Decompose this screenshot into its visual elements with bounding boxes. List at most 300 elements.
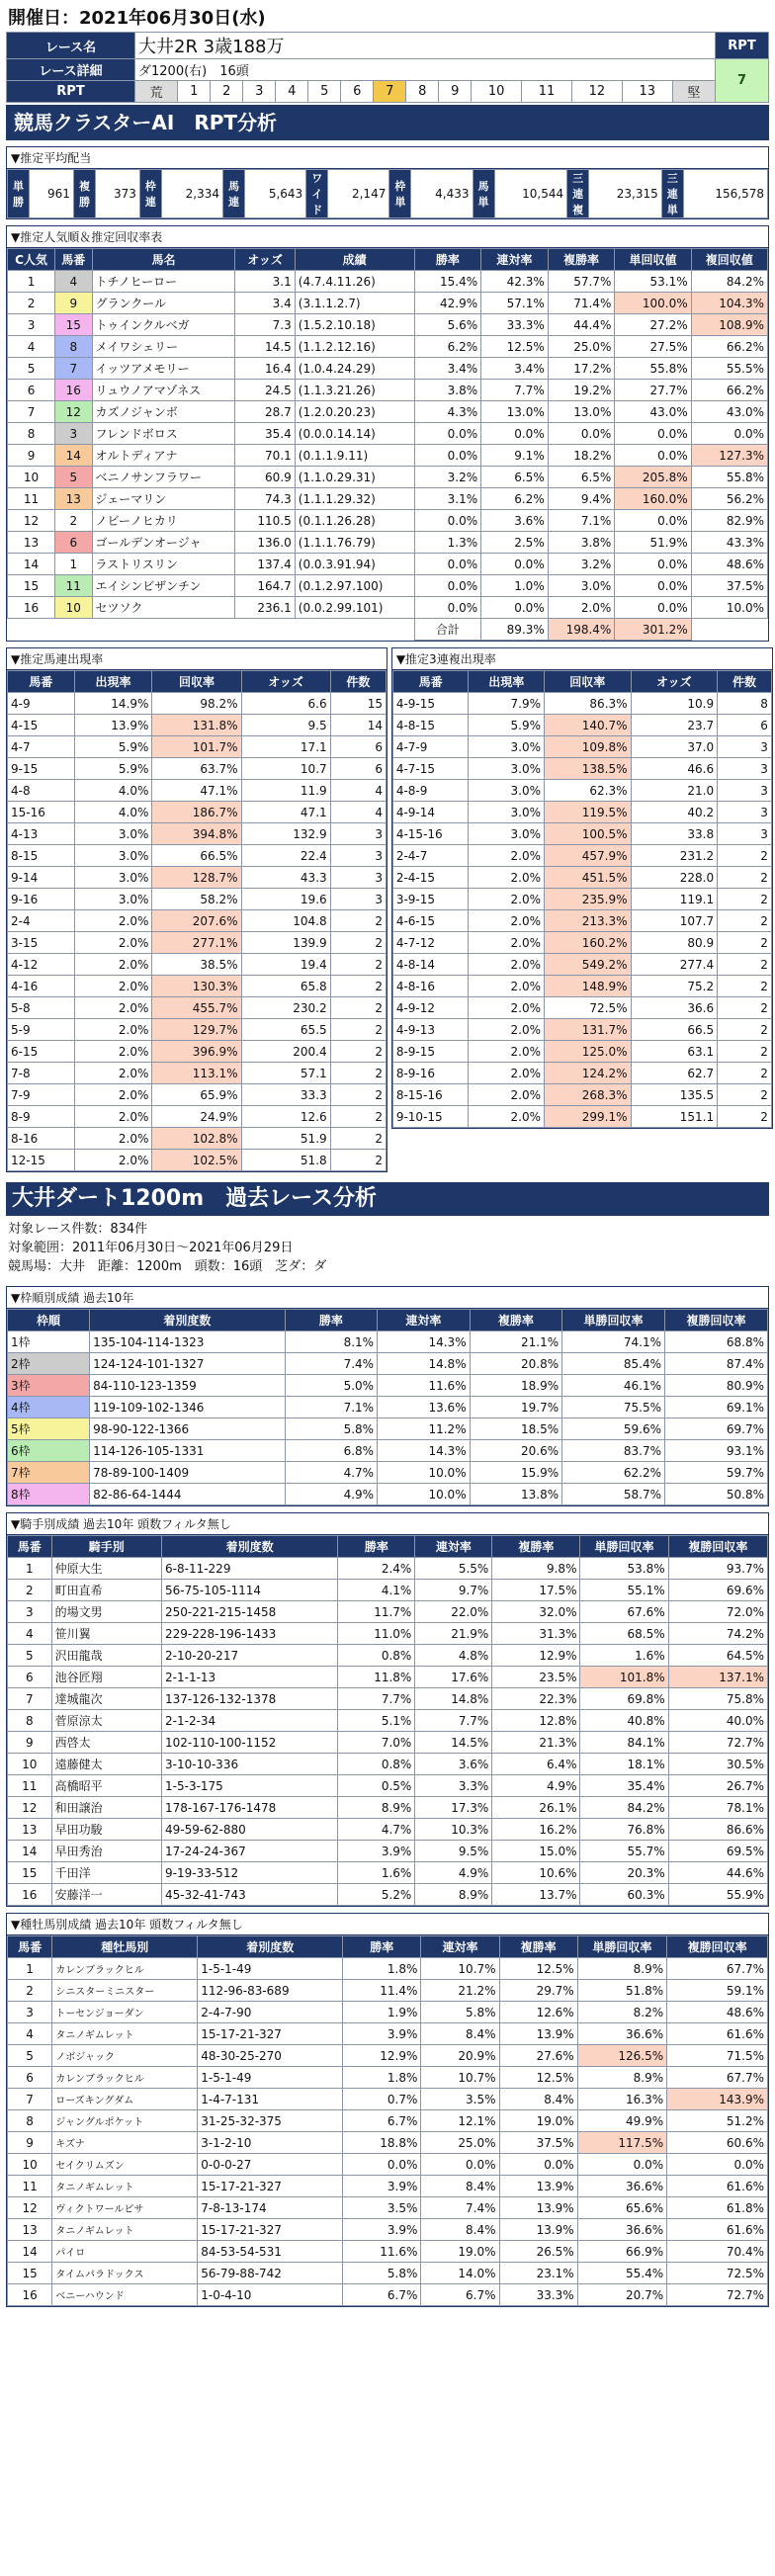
total-value: 89.3%	[481, 619, 549, 641]
table-cell: 4.9%	[492, 1775, 580, 1797]
table-cell: 26.1%	[492, 1797, 580, 1819]
table-cell: 3	[8, 1601, 52, 1623]
table-cell: 69.6%	[668, 1580, 767, 1601]
table-cell: 10.0%	[691, 597, 767, 619]
table-cell: 60.9	[235, 467, 295, 488]
table-cell: 10	[8, 2154, 52, 2176]
column-header: 馬番	[8, 1936, 52, 1958]
table-cell: 2	[718, 997, 772, 1019]
table-row	[8, 1084, 387, 1106]
table-cell: 3枠	[8, 1375, 90, 1397]
past-cond: 競馬場：大井 距離：1200m 頭数：16頭 芝ダ：ダ	[8, 1259, 327, 1274]
table-row	[8, 2110, 768, 2132]
table-cell: 72.7%	[668, 1732, 767, 1754]
table-cell: 102.8%	[152, 1128, 241, 1150]
total-value: 198.4%	[548, 619, 615, 641]
table-row	[8, 715, 387, 736]
table-cell: 的場文男	[51, 1601, 161, 1623]
table-cell: 3.4%	[481, 358, 549, 380]
table-cell: 13.9%	[499, 2023, 577, 2045]
table-cell: 12.9%	[492, 1645, 580, 1667]
column-header: 複勝回収率	[667, 1936, 768, 1958]
table-cell: 1-5-3-175	[162, 1775, 338, 1797]
table-cell: 57.1%	[481, 293, 549, 314]
table-cell: 15	[55, 314, 92, 336]
table-cell: 6.4%	[492, 1754, 580, 1775]
table-cell: 6-8-11-229	[162, 1558, 338, 1580]
table-cell: 61.8%	[667, 2197, 768, 2219]
table-cell: 19.2%	[548, 380, 615, 401]
table-row	[8, 758, 387, 780]
table-cell: 8-16	[8, 1128, 75, 1150]
table-row	[8, 1732, 768, 1754]
table-cell: 74.2%	[668, 1623, 767, 1645]
payout-key: 馬単	[473, 170, 494, 218]
table-cell: 1	[8, 1558, 52, 1580]
table-row	[392, 1106, 771, 1128]
table-cell: イッツアメモリー	[92, 358, 235, 380]
table-cell: 20.3%	[580, 1862, 668, 1884]
table-cell: 3.0%	[74, 845, 152, 867]
column-header: 回収率	[152, 671, 241, 693]
table-cell: 457.9%	[545, 845, 632, 867]
payout-value: 23,315	[589, 170, 662, 218]
table-cell: 1-4-7-131	[198, 2089, 343, 2110]
table-row	[8, 910, 387, 932]
table-row	[8, 889, 387, 910]
table-cell: 早田秀治	[51, 1841, 161, 1862]
column-header: 成績	[295, 249, 414, 271]
rpt-cell: 荒	[135, 81, 178, 103]
table-cell: 3.2%	[548, 554, 615, 575]
table-row	[392, 802, 771, 823]
table-cell: 3	[330, 889, 386, 910]
table-cell: (1.1.0.29.31)	[295, 467, 414, 488]
table-cell: エイシンビザンチン	[92, 575, 235, 597]
table-cell: 1.6%	[580, 1645, 668, 1667]
table-cell: 129.7%	[152, 1019, 241, 1041]
table-cell: 3.0%	[74, 823, 152, 845]
table-cell: 9	[55, 293, 92, 314]
table-cell: ラストリスリン	[92, 554, 235, 575]
table-cell: 14	[8, 2241, 52, 2263]
rpt-header: RPT	[716, 33, 769, 59]
table-cell: 8枠	[8, 1484, 90, 1505]
table-cell: 2.0%	[74, 1150, 152, 1171]
table-cell: 2.0%	[469, 1084, 545, 1106]
table-cell: 87.4%	[665, 1353, 768, 1375]
table-cell: (0.0.3.91.94)	[295, 554, 414, 575]
table-cell: 4-9-12	[392, 997, 469, 1019]
table-cell: 13	[8, 532, 55, 554]
column-header: 単勝回収率	[562, 1310, 665, 1331]
table-cell: 2	[8, 293, 55, 314]
table-cell: 70.1	[235, 445, 295, 467]
table-cell: 14	[8, 1841, 52, 1862]
table-cell: 9.1%	[481, 445, 549, 467]
table-cell: 40.2	[631, 802, 718, 823]
table-cell: 笹川翼	[51, 1623, 161, 1645]
table-cell: 1	[8, 1958, 52, 1980]
table-cell: ジェーマリン	[92, 488, 235, 510]
table-cell: 135-104-114-1323	[90, 1331, 285, 1353]
table-cell: 549.2%	[545, 954, 632, 976]
table-cell: 2.4%	[338, 1558, 415, 1580]
table-cell: 82-86-64-1444	[90, 1484, 285, 1505]
table-cell: 3.0%	[469, 780, 545, 802]
column-header: C人気	[8, 249, 55, 271]
table-cell: 143.9%	[667, 2089, 768, 2110]
table-cell: 4-9-13	[392, 1019, 469, 1041]
table-cell: 15.4%	[414, 271, 481, 293]
table-cell: 3.0%	[74, 867, 152, 889]
table-cell: 12.6	[241, 1106, 330, 1128]
table-cell: 14	[330, 715, 386, 736]
table-row	[8, 1775, 768, 1797]
table-cell: 18.5%	[470, 1418, 562, 1440]
table-cell: 65.6%	[577, 2197, 666, 2219]
table-cell: 8	[8, 423, 55, 445]
table-cell: 2	[330, 1084, 386, 1106]
table-cell: 16.2%	[492, 1819, 580, 1841]
table-cell: 9.5	[241, 715, 330, 736]
table-cell: 84.2%	[580, 1797, 668, 1819]
table-cell: 3-9-15	[392, 889, 469, 910]
table-cell: 2-4-15	[392, 867, 469, 889]
table-cell: 6枠	[8, 1440, 90, 1462]
table-cell: セツソク	[92, 597, 235, 619]
table-cell: 6.7%	[343, 2284, 421, 2306]
table-cell: 15	[8, 1862, 52, 1884]
table-cell: 27.7%	[615, 380, 691, 401]
table-row	[392, 1019, 771, 1041]
table-cell: 186.7%	[152, 802, 241, 823]
table-row	[8, 1484, 768, 1505]
table-cell: 75.8%	[668, 1688, 767, 1710]
table-cell: 0.0%	[548, 423, 615, 445]
table-cell: 3.9%	[338, 1841, 415, 1862]
table-cell: 18.2%	[548, 445, 615, 467]
table-cell: 5.2%	[338, 1884, 415, 1906]
column-header: 種牡馬別	[52, 1936, 198, 1958]
table-cell: 6	[8, 380, 55, 401]
table-cell: 40.8%	[580, 1710, 668, 1732]
table-cell: 231.2	[631, 845, 718, 867]
table-cell: 299.1%	[545, 1106, 632, 1128]
table-cell: 119-109-102-1346	[90, 1397, 285, 1418]
table-cell: 57.7%	[548, 271, 615, 293]
table-row	[392, 1084, 771, 1106]
table-cell: 4-7-9	[392, 736, 469, 758]
table-cell: 3.1%	[414, 488, 481, 510]
table-cell: (1.2.0.20.23)	[295, 401, 414, 423]
table-cell: 3.0%	[469, 823, 545, 845]
table-cell: タイムパラドックス	[52, 2263, 198, 2284]
table-cell: 2	[330, 1128, 386, 1150]
rpt-cell: 堅	[672, 81, 715, 103]
table-cell: 3.4%	[414, 358, 481, 380]
table-cell: 74.1%	[562, 1331, 665, 1353]
table-cell: 24.9%	[152, 1106, 241, 1128]
column-header: オッズ	[631, 671, 718, 693]
payout-key: ワイド	[306, 170, 328, 218]
table-cell: 2.0%	[74, 954, 152, 976]
table-row	[8, 2002, 768, 2023]
table-cell: 8.4%	[499, 2089, 577, 2110]
table-cell: 13	[55, 488, 92, 510]
table-cell: 2.0%	[469, 954, 545, 976]
table-cell: 6	[8, 1667, 52, 1688]
rpt-cell: 7	[374, 81, 406, 103]
table-cell: 16.4	[235, 358, 295, 380]
table-cell: 107.7	[631, 910, 718, 932]
column-header: 騎手別	[51, 1536, 161, 1558]
table-row	[8, 2241, 768, 2263]
table-cell: 33.3%	[499, 2284, 577, 2306]
table-row	[8, 1019, 387, 1041]
table-row	[8, 445, 768, 467]
table-cell: 31.3%	[492, 1623, 580, 1645]
table-cell: 7枠	[8, 1462, 90, 1484]
table-cell: 1	[55, 554, 92, 575]
column-header: 連対率	[481, 249, 549, 271]
table-cell: 2.0%	[74, 976, 152, 997]
table-cell: 4.7%	[285, 1462, 378, 1484]
table-cell: 4.8%	[415, 1645, 492, 1667]
table-row	[392, 780, 771, 802]
table-cell: 17.2%	[548, 358, 615, 380]
table-cell: 9	[8, 445, 55, 467]
table-cell: 13	[8, 1819, 52, 1841]
table-cell: 33.3	[241, 1084, 330, 1106]
table-cell: 8	[8, 2110, 52, 2132]
table-cell: 4-9	[8, 693, 75, 715]
column-header: 単勝回収率	[580, 1536, 668, 1558]
table-row	[8, 2154, 768, 2176]
table-row	[8, 1041, 387, 1063]
table-cell: 11.0%	[338, 1623, 415, 1645]
table-cell: 14.0%	[421, 2263, 499, 2284]
table-cell: 6.2%	[414, 336, 481, 358]
table-cell: 12-15	[8, 1150, 75, 1171]
table-cell: オルトディアナ	[92, 445, 235, 467]
column-header: 単回収値	[615, 249, 691, 271]
table-cell: 0.0%	[615, 510, 691, 532]
table-cell: 207.6%	[152, 910, 241, 932]
table-cell: 0.8%	[338, 1754, 415, 1775]
table-cell: 56-79-88-742	[198, 2263, 343, 2284]
rpt-value: 7	[716, 59, 769, 103]
table-cell: 63.7%	[152, 758, 241, 780]
table-cell: 5.9%	[74, 758, 152, 780]
table-cell: 36.6%	[577, 2023, 666, 2045]
table-row	[392, 758, 771, 780]
table-cell: 12.5%	[499, 1958, 577, 1980]
table-cell: 4-7	[8, 736, 75, 758]
column-header: 件数	[718, 671, 772, 693]
table-row	[8, 1375, 768, 1397]
table-cell: 2-4	[8, 910, 75, 932]
table-row	[392, 976, 771, 997]
sire-title: ▼種牡馬別成績 過去10年 頭数フィルタ無し	[7, 1914, 768, 1935]
table-cell: 7.4%	[285, 1353, 378, 1375]
table-cell: 59.7%	[665, 1462, 768, 1484]
table-cell: 45-32-41-743	[162, 1884, 338, 1906]
table-cell: 126.5%	[577, 2045, 666, 2067]
table-cell: 7-8	[8, 1063, 75, 1084]
table-cell: 2	[330, 910, 386, 932]
table-cell: 6	[718, 715, 772, 736]
table-cell: 0.0%	[414, 554, 481, 575]
table-cell: 55.8%	[615, 358, 691, 380]
table-cell: 2	[8, 1980, 52, 2002]
rpt-cell: 6	[341, 81, 374, 103]
table-cell: 74.3	[235, 488, 295, 510]
table-cell: 61.6%	[667, 2176, 768, 2197]
table-cell: 2	[330, 954, 386, 976]
table-cell: 9.7%	[415, 1580, 492, 1601]
table-cell: 82.9%	[691, 510, 767, 532]
table-cell: 4-9-14	[392, 802, 469, 823]
jockey-title: ▼騎手別成績 過去10年 頭数フィルタ無し	[7, 1513, 768, 1535]
table-cell: 69.8%	[580, 1688, 668, 1710]
table-cell: 1.9%	[343, 2002, 421, 2023]
table-cell: 3	[718, 823, 772, 845]
table-cell: 59.1%	[667, 1980, 768, 2002]
table-cell: 9	[8, 2132, 52, 2154]
table-cell: 66.5	[631, 1019, 718, 1041]
table-cell: 140.7%	[545, 715, 632, 736]
table-cell: 7.3	[235, 314, 295, 336]
table-cell: 9-16	[8, 889, 75, 910]
past-title: 大井ダート1200m 過去レース分析	[6, 1182, 769, 1216]
table-row	[392, 715, 771, 736]
table-cell: 12.1%	[421, 2110, 499, 2132]
table-cell: 4-15-16	[392, 823, 469, 845]
table-cell: 36.6%	[577, 2176, 666, 2197]
table-cell: 4	[8, 336, 55, 358]
table-cell: 2.0%	[469, 845, 545, 867]
table-cell: 16	[8, 597, 55, 619]
table-cell: 46.1%	[562, 1375, 665, 1397]
table-row	[8, 1623, 768, 1645]
table-cell: 2	[8, 1580, 52, 1601]
table-cell: 2	[718, 1084, 772, 1106]
table-row	[8, 510, 768, 532]
table-cell: 35.4	[235, 423, 295, 445]
table-cell: 21.2%	[421, 1980, 499, 2002]
table-row	[8, 401, 768, 423]
table-cell: 108.9%	[691, 314, 767, 336]
table-cell: ベニノサンフラワー	[92, 467, 235, 488]
past-range: 対象範囲：2011年06月30日〜2021年06月29日	[8, 1241, 294, 1255]
table-cell: 2	[718, 1106, 772, 1128]
column-header: 複勝回収率	[665, 1310, 768, 1331]
header-date: 開催日：2021年06月30日(水)	[8, 8, 266, 29]
detail-label: レース詳細	[7, 59, 135, 81]
table-cell: 5	[55, 467, 92, 488]
table-cell: 37.5%	[691, 575, 767, 597]
table-cell: 2	[330, 1041, 386, 1063]
table-cell: 48.6%	[667, 2002, 768, 2023]
rpt-cell: 9	[439, 81, 472, 103]
table-cell: 13.8%	[470, 1484, 562, 1505]
table-cell: 2	[718, 1019, 772, 1041]
umaren-title: ▼推定馬連出現率	[7, 648, 387, 670]
table-cell: 110.5	[235, 510, 295, 532]
table-cell: 8-15	[8, 845, 75, 867]
table-cell: 138.5%	[545, 758, 632, 780]
table-cell: 2.0%	[74, 1019, 152, 1041]
table-cell: 113.1%	[152, 1063, 241, 1084]
table-cell: 47.1	[241, 802, 330, 823]
table-cell: 31-25-32-375	[198, 2110, 343, 2132]
table-cell: 安藤洋一	[51, 1884, 161, 1906]
table-cell: 11.7%	[338, 1601, 415, 1623]
table-cell: 7	[8, 1688, 52, 1710]
table-cell: 8.9%	[577, 1958, 666, 1980]
past-count: 対象レース件数：834件	[8, 1222, 148, 1237]
table-row	[8, 1754, 768, 1775]
payout-key: 枠単	[389, 170, 411, 218]
table-cell: 13.9%	[74, 715, 152, 736]
table-cell: 6	[55, 532, 92, 554]
table-cell: 2.0%	[469, 1106, 545, 1128]
table-cell: 3.5%	[421, 2089, 499, 2110]
table-cell: 4-7-15	[392, 758, 469, 780]
table-cell: 17.6%	[415, 1667, 492, 1688]
table-cell: 19.6	[241, 889, 330, 910]
table-cell: 遠藤健太	[51, 1754, 161, 1775]
table-cell: 2.0%	[469, 889, 545, 910]
table-cell: 12	[8, 1797, 52, 1819]
table-cell: 84-53-54-531	[198, 2241, 343, 2263]
table-cell: 3	[718, 802, 772, 823]
table-cell: 0.0%	[615, 554, 691, 575]
waku-title: ▼枠順別成績 過去10年	[7, 1287, 768, 1309]
table-row	[392, 1063, 771, 1084]
table-cell: 148.9%	[545, 976, 632, 997]
table-cell: 2-4-7	[392, 845, 469, 867]
table-cell: 3	[55, 423, 92, 445]
table-cell: 5.5%	[415, 1558, 492, 1580]
table-cell: 14	[55, 445, 92, 467]
table-cell: 7.7%	[481, 380, 549, 401]
table-cell: 37.0	[631, 736, 718, 758]
table-row	[392, 932, 771, 954]
table-cell: 59.6%	[562, 1418, 665, 1440]
past-meta	[6, 1216, 769, 1280]
table-cell: 27.6%	[499, 2045, 577, 2067]
column-header: 連対率	[415, 1536, 492, 1558]
table-cell: 2.0%	[469, 1063, 545, 1084]
table-row	[8, 2089, 768, 2110]
table-cell: ジャングルポケット	[52, 2110, 198, 2132]
table-row	[392, 736, 771, 758]
table-row	[8, 271, 768, 293]
table-cell: 0.5%	[338, 1775, 415, 1797]
table-cell: 71.4%	[548, 293, 615, 314]
table-row	[8, 2023, 768, 2045]
table-cell: 8	[55, 336, 92, 358]
table-cell: トゥインクルベガ	[92, 314, 235, 336]
table-cell: (1.0.4.24.29)	[295, 358, 414, 380]
table-cell: 3	[718, 736, 772, 758]
table-row	[8, 293, 768, 314]
table-cell: ヴィクトワールピサ	[52, 2197, 198, 2219]
table-cell: 3.9%	[343, 2023, 421, 2045]
table-cell: 7-8-13-174	[198, 2197, 343, 2219]
